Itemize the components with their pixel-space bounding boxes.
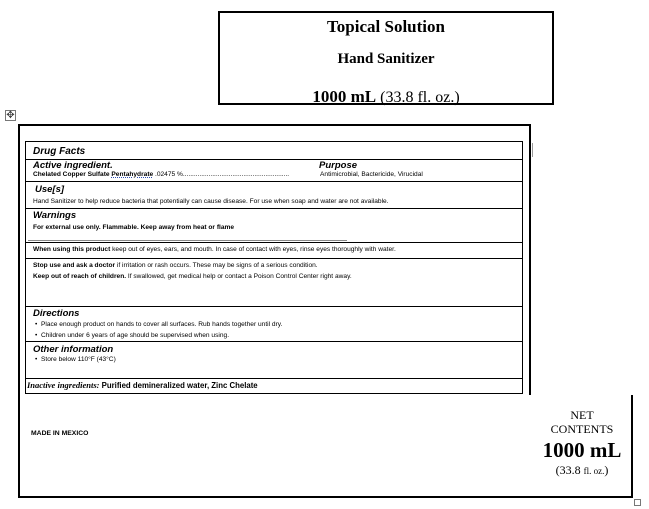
divider	[26, 258, 522, 259]
divider	[26, 242, 522, 243]
net-contents-line1: NET	[570, 408, 594, 422]
when-using-label: When using this product	[33, 246, 111, 253]
inactive-ingredients-label: Inactive ingredients:	[27, 380, 100, 390]
directions-item: • Place enough product on hands to cover all surfaces. Rub hands together until dry.	[35, 321, 283, 328]
frame-top-border	[18, 124, 531, 126]
active-ingredient-term: Pentahydrate	[111, 171, 154, 178]
stop-use-text: if irritation or rash occurs. These may be signs of a serious condition.	[115, 262, 318, 269]
divider	[26, 378, 522, 379]
active-ingredient-name: Chelated Copper Sulfate	[33, 171, 112, 178]
product-volume	[220, 87, 552, 107]
net-contents-volume: 1000 mL	[542, 438, 622, 462]
active-ingredient-heading: Active ingredient.	[33, 160, 113, 171]
active-ingredient-purpose: Antimicrobial, Bactericide, Virucidal	[320, 171, 423, 178]
divider	[26, 341, 522, 342]
inactive-ingredients-line	[27, 380, 258, 390]
product-header-box	[218, 11, 554, 105]
net-contents-block	[535, 408, 629, 478]
divider	[26, 306, 522, 307]
divider	[26, 181, 522, 182]
children-label: Keep out of reach of children.	[33, 273, 127, 280]
active-ingredient-amount: .02475 %..........................................................	[153, 171, 290, 178]
net-floz-unit: fl. oz.	[583, 466, 605, 476]
volume-floz: (33.8 fl. oz.)	[380, 89, 460, 106]
product-type-title: Topical Solution	[327, 17, 445, 36]
uses-heading: Use[s]	[35, 184, 65, 195]
net-contents-floz	[535, 463, 629, 478]
frame-right-border-lower	[631, 395, 633, 498]
warnings-text: For external use only. Flammable. Keep away from heat or flame	[33, 224, 235, 231]
frame-left-border	[18, 124, 20, 498]
directions-item-text: Place enough product on hands to cover all surfaces. Rub hands together until dry.	[40, 321, 283, 328]
inactive-ingredients-text: Purified demineralized water, Zinc Chelate	[99, 381, 258, 390]
made-in-label: MADE IN MEXICO	[31, 430, 89, 437]
net-floz-close: )	[604, 463, 609, 477]
children-text: If swallowed, get medical help or contact a Poison Control Center right away.	[126, 273, 352, 280]
other-info-item-text: Store below 110°F (43°C)	[40, 356, 116, 363]
stop-use-label: Stop use and ask a doctor	[33, 262, 116, 269]
when-using-text: keep out of eyes, ears, and mouth. In case of contact with eyes, rinse eyes thoroughly with water.	[110, 246, 396, 253]
other-info-heading: Other information	[33, 344, 114, 355]
divider	[26, 208, 522, 209]
children-line	[33, 273, 352, 280]
when-using-line	[33, 246, 396, 253]
net-floz-open: (33.8	[555, 463, 584, 477]
directions-item-text: Children under 6 years of age should be supervised when using.	[40, 332, 230, 339]
net-contents-line2: CONTENTS	[550, 422, 614, 436]
volume-ml: 1000 mL	[312, 87, 377, 106]
directions-heading: Directions	[33, 308, 80, 319]
active-ingredient-line	[33, 171, 289, 178]
directions-item: • Children under 6 years of age should be supervised when using.	[35, 332, 230, 339]
drug-facts-panel	[25, 141, 523, 394]
product-name: Hand Sanitizer	[337, 51, 435, 67]
drug-facts-title: Drug Facts	[33, 146, 86, 157]
move-handle-icon[interactable]: ✥	[6, 110, 15, 121]
frame-bottom-border	[18, 496, 633, 498]
warnings-heading: Warnings	[33, 210, 77, 221]
resize-handle-icon[interactable]	[634, 499, 641, 506]
uses-text: Hand Sanitizer to help reduce bacteria that potentially can cause disease. For use when soap and water are not available.	[33, 198, 389, 205]
other-info-item: • Store below 110°F (43°C)	[35, 356, 116, 363]
text-cursor-mark	[532, 143, 533, 157]
stop-use-line	[33, 262, 318, 269]
divider-short	[28, 240, 347, 241]
frame-right-border	[529, 124, 531, 395]
purpose-heading: Purpose	[319, 160, 358, 171]
